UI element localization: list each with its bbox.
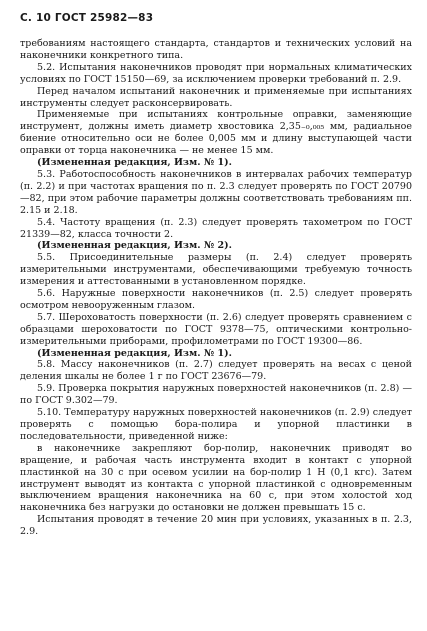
paragraph: 5.4. Частоту вращения (п. 2.3) следует проверять тахометром по ГОСТ 21339—82, класса точности 2. bbox=[20, 216, 412, 240]
paragraph: в наконечнике закрепляют бор-полир, наконечник приводят во вращение, и рабочая часть инструмента входит в контакт с упорной пластинкой на 30 с при осевом усилии на бор-полир 1 Н (0,1 кгс). Затем инструмент выводят из контакта с упорной пластинкой с одновременным выключением вращения наконечника на 60 с, при этом холостой ход наконечника без нагрузки до остановки не должен превышать 15 с. bbox=[20, 442, 412, 514]
paragraph: 5.10. Температуру наружных поверхностей наконечников (п. 2.9) следует проверять с помощью бора-полира и упорной пластинки в последовательности, приведенной ниже: bbox=[20, 407, 412, 442]
paragraph: Перед началом испытаний наконечник и применяемые при испытаниях инструменты следует расконсервировать. bbox=[20, 85, 412, 109]
amendment-note: (Измененная редакция, Изм. № 1). bbox=[37, 347, 232, 359]
paragraph: требованиям настоящего стандарта, стандартов и технических условий на наконечники конкретного типа. bbox=[20, 38, 412, 61]
paragraph: Испытания проводят в течение 20 мин при условиях, указанных в п. 2.3, 2.9. bbox=[20, 514, 412, 538]
amendment-note: (Измененная редакция, Изм. № 1). bbox=[37, 157, 232, 169]
document-page bbox=[20, 12, 412, 538]
paragraph: 5.9. Проверка покрытия наружных поверхностей наконечников (п. 2.8) — по ГОСТ 9.302—79. bbox=[20, 383, 412, 407]
paragraph: 5.2. Испытания наконечников проводят при нормальных климатических условиях по ГОСТ 15150—69, за исключением проверки требований п. 2.9. bbox=[20, 61, 412, 85]
page-header: С. 10 ГОСТ 25982—83 bbox=[20, 12, 154, 24]
document-body bbox=[20, 38, 412, 538]
paragraph: 5.8. Массу наконечников (п. 2.7) следует проверять на весах с ценой деления шкалы не более 1 г по ГОСТ 23676—79. bbox=[20, 359, 412, 383]
paragraph: 5.6. Наружные поверхности наконечников (п. 2.5) следует проверять осмотром невооруженным глазом. bbox=[20, 288, 412, 311]
paragraph: 5.3. Работоспособность наконечников в интервалах рабочих температур (п. 2.2) и при частотах вращения по п. 2.3 следует проверять по ГОСТ 20790—82, при этом рабочие параметры должны соответствовать требованиям пп. 2.15 и 2.18. bbox=[20, 168, 412, 216]
amendment-note: (Измененная редакция, Изм. № 2). bbox=[37, 240, 232, 252]
paragraph: 5.7. Шероховатость поверхности (п. 2.6) следует проверять сравнением с образцами шероховатости по ГОСТ 9378—75, оптическими контрольно-измерительными приборами, профилометрами по ГОСТ 19300—86. bbox=[20, 311, 412, 347]
paragraph: Применяемые при испытаниях контрольные оправки, заменяющие инструмент, должны иметь диаметр хвостовика 2,35₋₀,₀₀₅ мм, радиальное биение относительно оси не более 0,005 мм и длину выступающей части оправки от торца наконечника — не менее 15 мм. bbox=[20, 109, 412, 157]
paragraph: 5.5. Присоединительные размеры (п. 2.4) следует проверять измерительными инструментами, обеспечивающими требуемую точность измерения и аттестованными в установленном порядке. bbox=[20, 252, 412, 288]
